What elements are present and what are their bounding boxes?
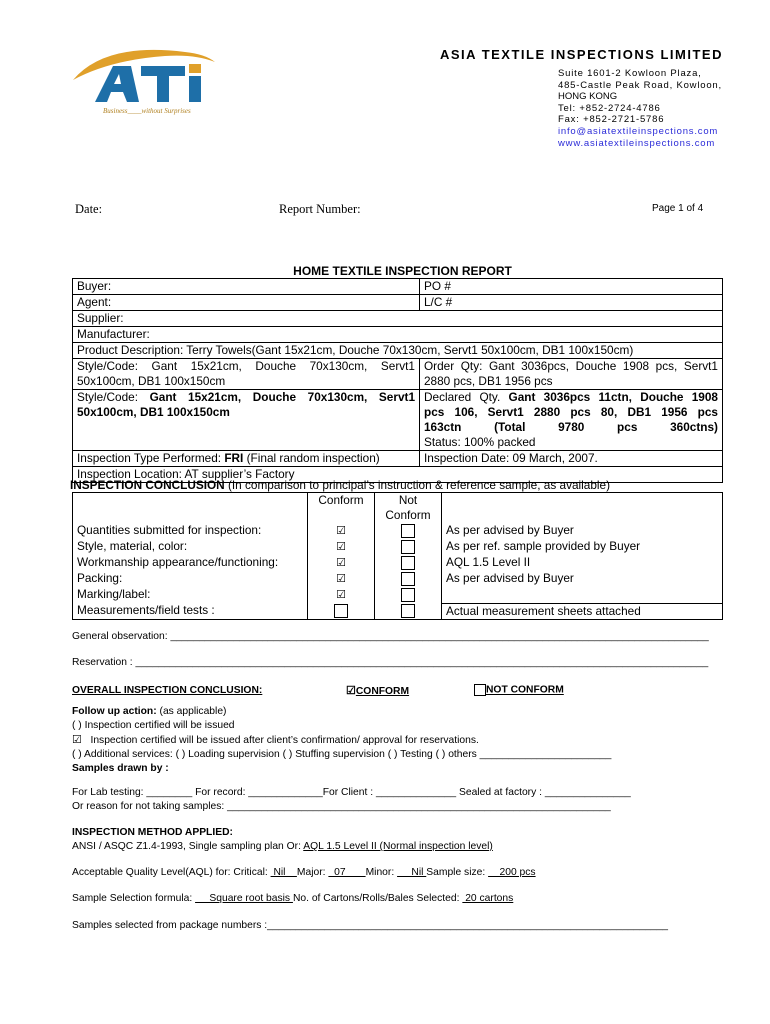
style-code-label: Style/Code: [77, 390, 150, 404]
checked-box-icon: ☑ [336, 557, 346, 569]
cartons-value: 20 cartons [462, 893, 514, 904]
website-link[interactable]: www.asiatextileinspections.com [558, 137, 716, 149]
inspection-location: Inspection Location: AT supplier’s Factory [73, 467, 723, 483]
not-conform-header [375, 493, 442, 524]
supplier-cell: Supplier: [73, 311, 723, 327]
checked-box-icon: ☑ [336, 589, 346, 601]
follow-up-section [72, 705, 611, 776]
conclusion-table [72, 492, 723, 620]
overall-conform-option[interactable] [346, 684, 409, 697]
manufacturer-cell: Manufacturer: [73, 327, 723, 343]
checked-box-icon: ☑ [336, 573, 346, 585]
checklist-remark [442, 587, 723, 603]
conclusion-note: (In comparison to principal’s instruction & reference sample, as available) [224, 478, 611, 492]
buyer-cell: Buyer: [73, 279, 420, 295]
checklist-row [73, 539, 723, 555]
product-description: Product Description: Terry Towels(Gant 15x21cm, Douche 70x130cm, Servt1 50x100cm, DB1 100x150cm) [73, 343, 723, 359]
tel: Tel: +852-2724-4786 [558, 102, 661, 114]
not-label: Not [398, 493, 418, 507]
style-code-line-2: 50x100cm, DB1 100x150cm [77, 374, 226, 388]
aql-label: Acceptable Quality Level(AQL) for: Critical: [72, 867, 271, 878]
inspection-date-cell: Inspection Date: 09 March, 2007. [420, 451, 723, 467]
checklist-label: Style, material, color: [73, 539, 308, 555]
declared-line-1: Gant 3036pcs 11ctn, Douche 1908 [508, 390, 718, 404]
conform-checkbox[interactable] [308, 587, 375, 603]
conclusion-heading [70, 478, 610, 492]
checked-box-icon: ☑ [72, 734, 82, 746]
method-section [72, 826, 493, 854]
checklist-row [73, 603, 723, 619]
checklist-label: Marking/label: [73, 587, 308, 603]
page-number: Page 1 of 4 [652, 203, 704, 214]
checked-box-icon: ☑ [346, 685, 356, 697]
conform-checkbox[interactable] [308, 539, 375, 555]
not-conform-checkbox[interactable] [375, 603, 442, 619]
conform-label: Conform [385, 508, 431, 522]
overall-conclusion-label: OVERALL INSPECTION CONCLUSION: [72, 685, 263, 696]
checklist-remark: As per advised by Buyer [442, 523, 723, 539]
inspection-type-label: Inspection Type Performed: [77, 451, 225, 465]
status: Status: 100% packed [424, 435, 536, 449]
conform-header: Conform [308, 493, 375, 524]
checklist-remark: AQL 1.5 Level II [442, 555, 723, 571]
fax: Fax: +852-2721-5786 [558, 114, 665, 126]
not-conform-checkbox[interactable] [375, 555, 442, 571]
declared-label: Declared Qty. [424, 390, 509, 404]
checklist-remark: Actual measurement sheets attached [442, 603, 723, 619]
checkbox-icon [401, 524, 415, 538]
aql-critical: Nil [270, 867, 297, 878]
aql-minor-label: Minor: [365, 867, 398, 878]
formula-value: Square root basis [195, 893, 293, 904]
samples-line-1[interactable]: For Lab testing: ________ For record: _____________For Client : ______________ Sealed at factory : _______________ [72, 787, 631, 798]
date-label: Date: [75, 202, 103, 216]
checkbox-icon [401, 540, 415, 554]
reservation[interactable]: Reservation : ____________________________________________________________________________________________________ [72, 657, 709, 668]
style-code-bold-cell [73, 390, 420, 451]
checkbox-icon [401, 604, 415, 618]
style-code-cell [73, 359, 420, 390]
checklist-remark: As per ref. sample provided by Buyer [442, 539, 723, 555]
order-qty-cell [420, 359, 723, 390]
checklist-label: Packing: [73, 571, 308, 587]
checklist-row [73, 587, 723, 603]
cartons-label: No. of Cartons/Rolls/Bales Selected: [292, 893, 463, 904]
checked-box-icon: ☑ [336, 525, 346, 537]
checklist-label: Workmanship appearance/functioning: [73, 555, 308, 571]
style-code-line-1: Style/Code: Gant 15x21cm, Douche 70x130cm, Servt1 [77, 359, 415, 373]
conclusion-title: INSPECTION CONCLUSION [70, 478, 225, 492]
ansi-text: ANSI / ASQC Z1.4-1993, Single sampling plan Or: [72, 841, 304, 852]
aql-minor: Nil [397, 867, 427, 878]
not-conform-checkbox[interactable] [375, 571, 442, 587]
conform-checkbox[interactable] [308, 555, 375, 571]
follow-up-line-1[interactable]: ( ) Inspection certified will be issued [72, 720, 235, 731]
formula-line [72, 893, 513, 904]
follow-up-line-2[interactable] [72, 733, 611, 748]
checklist-row [73, 571, 723, 587]
company-address [558, 68, 722, 149]
agent-cell: Agent: [73, 295, 420, 311]
order-qty-line-1: Order Qty: Gant 3036pcs, Douche 1908 pcs, Servt1 [424, 359, 718, 373]
samples-section [72, 786, 631, 814]
inspection-type-desc: (Final random inspection) [243, 451, 380, 465]
checklist-remark: As per advised by Buyer [442, 571, 723, 587]
style-code-value-2: 50x100cm, DB1 100x150cm [77, 405, 230, 419]
aql-major-label: Major: [296, 867, 329, 878]
package-numbers[interactable]: Samples selected from package numbers :______________________________________________________________________ [72, 920, 669, 931]
inspection-type-cell [73, 451, 420, 467]
checked-box-icon: ☑ [336, 541, 346, 553]
checklist-row [73, 555, 723, 571]
samples-line-2[interactable]: Or reason for not taking samples: ___________________________________________________________________ [72, 801, 611, 812]
address-line-1: Suite 1601-2 Kowloon Plaza, [558, 68, 702, 79]
conform-checkbox[interactable] [308, 523, 375, 539]
checklist-row [73, 523, 723, 539]
logo-tagline: Business____without Surprises [103, 107, 191, 115]
checklist-label: Quantities submitted for inspection: [73, 523, 308, 539]
follow-up-note: (as applicable) [156, 706, 227, 717]
po-cell: PO # [420, 279, 723, 295]
overall-conform-label: CONFORM [355, 686, 410, 697]
lc-cell: L/C # [420, 295, 723, 311]
sample-size: 200 pcs [488, 867, 536, 878]
report-number-label: Report Number: [279, 202, 361, 216]
order-qty-line-2: 2880 pcs, DB1 1956 pcs [424, 374, 553, 388]
email-link[interactable]: info@asiatextileinspections.com [558, 125, 719, 137]
overall-not-conform-label: NOT CONFORM [486, 684, 564, 696]
not-conform-checkbox[interactable] [375, 523, 442, 539]
style-code-value-1: Gant 15x21cm, Douche 70x130cm, Servt1 [149, 390, 416, 404]
general-observation[interactable]: General observation: ______________________________________________________________________________________________ [72, 631, 709, 642]
address-line-2: 485-Castle Peak Road, Kowloon, [558, 79, 722, 91]
aql-line [72, 867, 536, 878]
checkbox-icon [401, 572, 415, 586]
follow-up-line-2-text: Inspection certified will be issued after client’s confirmation/ approval for reservations. [90, 735, 479, 746]
declared-line-2: pcs 106, Servt1 2880 pcs 80, DB1 1956 pcs [424, 405, 718, 419]
overall-not-conform-option[interactable] [474, 684, 564, 696]
formula-label: Sample Selection formula: [72, 893, 196, 904]
inspection-type-code: FRI [224, 451, 244, 465]
conform-checkbox[interactable] [308, 571, 375, 587]
aql-level: AQL 1.5 Level II (Normal inspection level) [303, 841, 493, 852]
checkbox-icon [401, 556, 415, 570]
declared-qty-cell [420, 390, 723, 451]
address-line-3: HONG KONG [558, 91, 618, 103]
info-table [72, 278, 723, 483]
declared-line-3: 163ctn (Total 9780 pcs 360ctns) [424, 420, 718, 434]
checklist-label: Measurements/field tests : [73, 603, 308, 619]
aql-major: 07 [328, 867, 366, 878]
checkbox-icon [334, 604, 348, 618]
samples-drawn-by: Samples drawn by : [72, 763, 169, 774]
checkbox-icon [474, 684, 486, 696]
method-heading: INSPECTION METHOD APPLIED: [72, 827, 233, 838]
not-conform-checkbox[interactable] [375, 587, 442, 603]
not-conform-checkbox[interactable] [375, 539, 442, 555]
conform-checkbox[interactable] [308, 603, 375, 619]
sample-size-label: Sample size: [426, 867, 489, 878]
company-logo [65, 40, 225, 125]
follow-up-line-3[interactable]: ( ) Additional services: ( ) Loading supervision ( ) Stuffing supervision ( ) Testing ( ) others _______________________ [72, 749, 612, 760]
follow-up-heading: Follow up action: [72, 706, 157, 717]
checkbox-icon [401, 588, 415, 602]
company-name: ASIA TEXTILE INSPECTIONS LIMITED [440, 47, 723, 62]
report-title: HOME TEXTILE INSPECTION REPORT [293, 264, 512, 278]
